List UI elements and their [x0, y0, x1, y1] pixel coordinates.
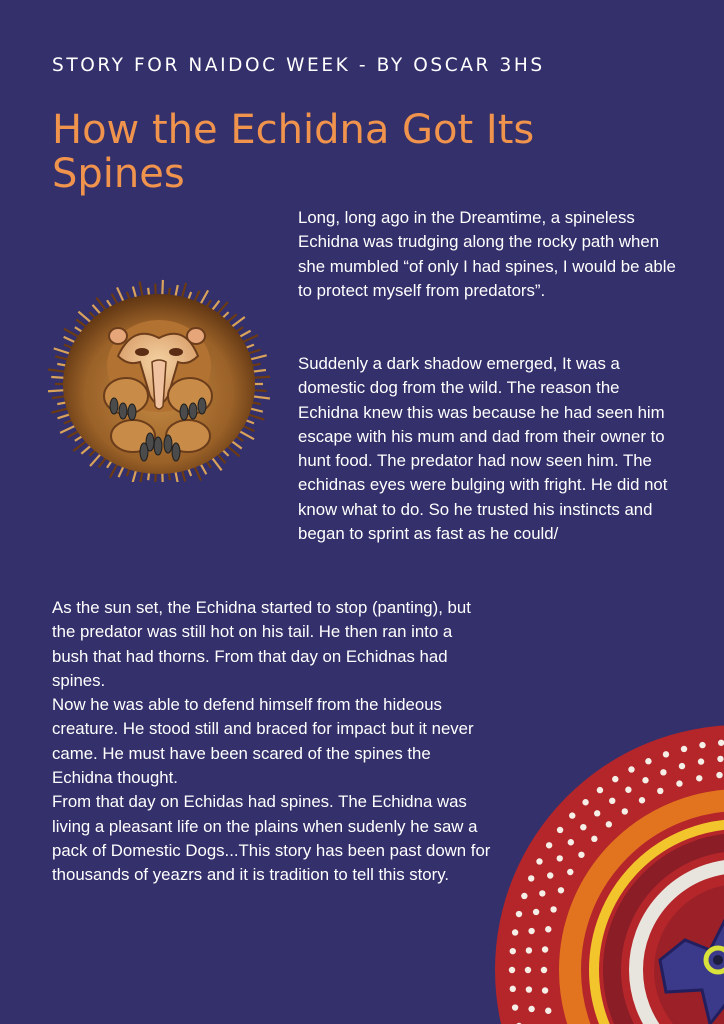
story-paragraph-3 — [52, 596, 492, 888]
story-paragraph-1: Long, long ago in the Dreamtime, a spineless Echidna was trudging along the rocky path when she mumbled “of only I had spines, I would be able to protect myself from predators”. — [298, 208, 676, 300]
story-line: From that day on Echidas had spines. The Echidna was living a pleasant life on the plains when sudenly he saw a pack of Domestic Dogs...This story has been past down for thousands of yeazrs and it is tradition to tell this story. — [52, 792, 491, 885]
aboriginal-dot-painting — [470, 720, 724, 1024]
echidna-illustration — [48, 266, 270, 482]
story-subtitle: STORY FOR NAIDOC WEEK - BY OSCAR 3HS — [52, 55, 545, 76]
story-line: As the sun set, the Echidna started to stop (panting), but the predator was still hot on his tail. He then ran into a bush that had thorns. From that day on Echidnas had spines. — [52, 598, 471, 690]
story-title: How the Echidna Got Its Spines — [52, 107, 535, 197]
story-line: Now he was able to defend himself from the hideous creature. He stood still and braced for impact but it never came. He must have been scared of the spines the Echidna thought. — [52, 695, 474, 788]
story-paragraph-2: Suddenly a dark shadow emerged, It was a domestic dog from the wild. The reason the Echidna knew this was because he had seen him escape with his mum and dad from their owner to hunt food. The predator had now seen him. The echidnas eyes were bulging with fright. He did not know what to do. So he trusted his instincts and began to sprint as fast as he could/ — [298, 354, 668, 544]
